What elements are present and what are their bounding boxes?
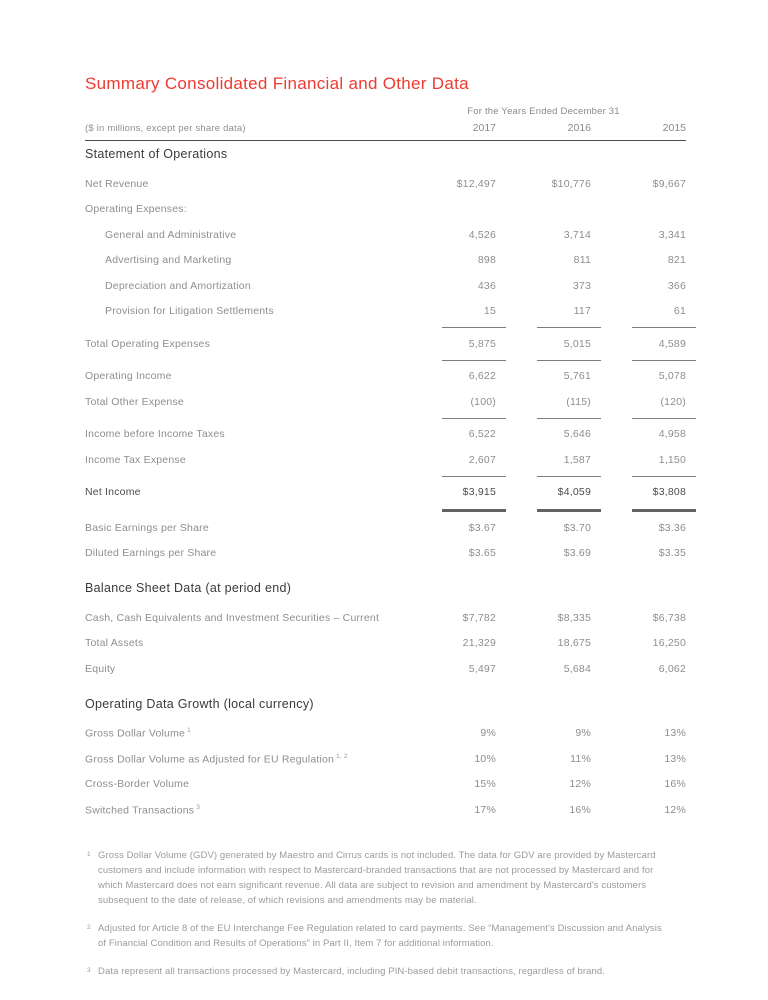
table-body	[85, 147, 686, 823]
row-label-text: Net Income	[85, 486, 141, 499]
row-value: 6,522	[468, 428, 496, 441]
footnote-marker: 2	[87, 923, 91, 931]
row-label	[85, 254, 401, 266]
row-value: 821	[667, 254, 686, 267]
footnote-text: Adjusted for Article 8 of the EU Interchange Fee Regulation related to card payments. See “Management’s Discussion and Analysis of Financial Condition and Results of Operations” in Part II, Item 7 for additional information.	[98, 922, 662, 949]
table-row	[85, 299, 686, 325]
column-rule-row	[85, 324, 686, 331]
row-label	[85, 305, 401, 317]
row-value: 15%	[474, 778, 496, 791]
table-row	[85, 541, 686, 567]
row-value: $3,808	[652, 486, 686, 499]
table-row	[85, 447, 686, 473]
row-value: 12%	[664, 803, 686, 816]
row-value: 61	[673, 305, 686, 318]
row-label-text: Gross Dollar Volume	[85, 727, 186, 740]
row-value: 373	[572, 279, 591, 292]
row-value: $3.69	[563, 547, 591, 560]
row-value: 436	[477, 279, 496, 292]
row-value: 13%	[664, 752, 686, 765]
table-row	[85, 721, 686, 747]
column-rule	[632, 509, 696, 512]
row-label-text: Cash, Cash Equivalents and Investment Securities – Current	[85, 611, 380, 624]
row-value: $3.35	[658, 547, 686, 560]
row-value: $3.70	[563, 521, 591, 534]
period-header: For the Years Ended December 31	[467, 106, 620, 117]
column-rule-row	[85, 505, 686, 515]
row-label-text: Total Other Expense	[85, 395, 184, 408]
header-divider	[85, 140, 686, 141]
row-value: $6,738	[652, 611, 686, 624]
row-label-text: Income before Income Taxes	[85, 428, 225, 441]
financial-table	[85, 106, 686, 823]
footnote-marker: 1	[87, 850, 91, 858]
table-row	[85, 515, 686, 541]
row-value: 6,062	[658, 662, 686, 675]
row-value: $3.36	[658, 521, 686, 534]
table-row	[85, 605, 686, 631]
row-label	[85, 804, 401, 817]
row-label	[85, 547, 401, 559]
table-row	[85, 248, 686, 274]
table-row	[85, 331, 686, 357]
row-value: 3,714	[563, 228, 591, 241]
table-row	[85, 389, 686, 415]
footnote-text: Data represent all transactions processed by Mastercard, including PIN-based debit transactions, regardless of brand.	[98, 965, 606, 977]
row-value: (100)	[470, 395, 496, 408]
row-label	[85, 280, 401, 292]
column-header-row	[85, 122, 686, 134]
footnotes	[85, 848, 686, 979]
table-row	[85, 480, 686, 506]
row-value: $10,776	[551, 177, 591, 190]
row-label-text: Advertising and Marketing	[105, 254, 232, 267]
footnote-reference: 1, 2	[336, 752, 348, 760]
row-label-text: Switched Transactions	[85, 804, 195, 816]
column-rule	[442, 360, 506, 361]
row-label	[85, 727, 401, 740]
column-rule	[537, 509, 601, 512]
row-label	[85, 203, 401, 215]
row-label	[85, 663, 401, 675]
period-header-row	[85, 106, 686, 117]
section-heading: Operating Data Growth (local currency)	[85, 696, 314, 711]
column-rule-row	[85, 357, 686, 364]
column-rule	[442, 327, 506, 328]
row-value: (120)	[660, 395, 686, 408]
row-value: 18,675	[557, 637, 591, 650]
row-value: 5,761	[563, 370, 591, 383]
footnote	[85, 921, 672, 951]
table-row	[85, 656, 686, 682]
column-rule	[537, 360, 601, 361]
column-rule	[442, 476, 506, 477]
row-label-text: Total Assets	[85, 637, 144, 650]
column-rule	[632, 360, 696, 361]
footnote-reference: 1	[187, 727, 191, 734]
row-value: 6,622	[468, 370, 496, 383]
row-label-text: Net Revenue	[85, 177, 149, 190]
table-row	[85, 273, 686, 299]
row-value: 5,078	[658, 370, 686, 383]
row-value: 11%	[570, 752, 591, 765]
footnote-text: Gross Dollar Volume (GDV) generated by Maestro and Cirrus cards is not included. The data for GDV are provided by Mastercard customers and include information with respect to Mastercard-branded transactions that are not processed by Mastercard and for which Mastercard does not earn significant revenue. All data are subject to revision and amendment by Mastercard's customers subsequent to the date of release, of which revisions and amendments may be material.	[98, 849, 656, 906]
unit-note: ($ in millions, except per share data)	[85, 123, 246, 134]
row-value: $7,782	[462, 611, 496, 624]
row-label	[85, 370, 401, 382]
row-value: 5,646	[563, 428, 591, 441]
column-rule	[632, 476, 696, 477]
column-rule-row	[85, 473, 686, 480]
row-value: 3,341	[658, 228, 686, 241]
row-value: 366	[667, 279, 686, 292]
row-value: 16,250	[652, 637, 686, 650]
row-label-text: General and Administrative	[105, 228, 237, 241]
year-column-header: 2017	[472, 122, 496, 134]
row-label	[85, 637, 401, 649]
row-label-text: Total Operating Expenses	[85, 337, 211, 350]
row-value: 1,587	[563, 453, 591, 466]
row-value: 5,875	[468, 337, 496, 350]
column-rule	[632, 418, 696, 419]
table-row	[85, 222, 686, 248]
footnote	[85, 964, 672, 979]
row-label-text: Gross Dollar Volume as Adjusted for EU Regulation	[85, 753, 335, 765]
row-value: $8,335	[557, 611, 591, 624]
row-value: 16%	[569, 803, 591, 816]
table-row	[85, 631, 686, 657]
column-rule	[442, 418, 506, 419]
row-label-text: Provision for Litigation Settlements	[105, 305, 274, 318]
row-label-text: Cross-Border Volume	[85, 778, 190, 791]
table-row	[85, 746, 686, 772]
year-column-header: 2015	[662, 122, 686, 134]
row-label-text: Equity	[85, 662, 116, 675]
row-value: 17%	[474, 803, 496, 816]
row-value: 9%	[575, 727, 591, 740]
row-value: 2,607	[468, 453, 496, 466]
row-value: 5,497	[468, 662, 496, 675]
row-label	[85, 178, 401, 190]
row-value: 15	[483, 305, 496, 318]
period-header-spacer	[85, 106, 401, 117]
row-label-text: Income Tax Expense	[85, 453, 186, 466]
row-label	[85, 454, 401, 466]
row-label-text: Operating Income	[85, 370, 172, 383]
row-label-text: Depreciation and Amortization	[105, 279, 251, 292]
footnote-reference: 3	[196, 803, 201, 811]
row-value: 4,589	[658, 337, 686, 350]
row-value: $3,915	[462, 486, 496, 499]
row-label	[85, 612, 401, 624]
column-rule-row	[85, 415, 686, 422]
row-value: 21,329	[462, 637, 496, 650]
row-label-text: Diluted Earnings per Share	[85, 547, 217, 560]
row-label	[85, 522, 401, 534]
row-value: $3.67	[468, 521, 496, 534]
row-value: 12%	[569, 778, 591, 791]
row-value: 1,150	[658, 453, 686, 466]
row-value: 898	[477, 254, 496, 267]
row-value: 5,684	[563, 662, 591, 675]
footnote-marker: 3	[87, 966, 91, 974]
footnote	[85, 848, 672, 908]
row-value: 5,015	[563, 337, 591, 350]
table-row	[85, 197, 686, 223]
row-label-text: Operating Expenses:	[85, 203, 187, 216]
table-row	[85, 422, 686, 448]
page-title: Summary Consolidated Financial and Other Data	[85, 74, 469, 93]
column-rule	[442, 509, 506, 512]
row-label	[85, 778, 401, 790]
row-value: (115)	[566, 395, 591, 408]
row-label	[85, 396, 401, 408]
table-row	[85, 797, 686, 823]
column-rule	[537, 327, 601, 328]
row-label	[85, 229, 401, 241]
row-label	[85, 753, 401, 766]
row-label	[85, 486, 401, 498]
section-heading: Balance Sheet Data (at period end)	[85, 581, 292, 595]
row-value: $3.65	[468, 547, 496, 560]
row-label-text: Basic Earnings per Share	[85, 521, 209, 534]
year-column-header: 2016	[567, 122, 591, 134]
row-value: 13%	[664, 727, 686, 740]
table-row	[85, 364, 686, 390]
row-value: $4,059	[557, 486, 591, 499]
table-row	[85, 772, 686, 798]
row-value: 10%	[474, 752, 496, 765]
column-rule	[632, 327, 696, 328]
row-label	[85, 338, 401, 350]
section-heading: Statement of Operations	[85, 147, 228, 161]
row-value: 117	[573, 305, 591, 318]
column-rule	[537, 418, 601, 419]
column-rule	[537, 476, 601, 477]
table-row	[85, 171, 686, 197]
row-value: 811	[573, 254, 591, 267]
row-value: 16%	[664, 778, 686, 791]
row-value: $9,667	[652, 177, 686, 190]
row-value: 9%	[480, 727, 496, 740]
row-value: 4,958	[658, 428, 686, 441]
row-value: 4,526	[468, 228, 496, 241]
row-value: $12,497	[456, 177, 496, 190]
row-label	[85, 428, 401, 440]
